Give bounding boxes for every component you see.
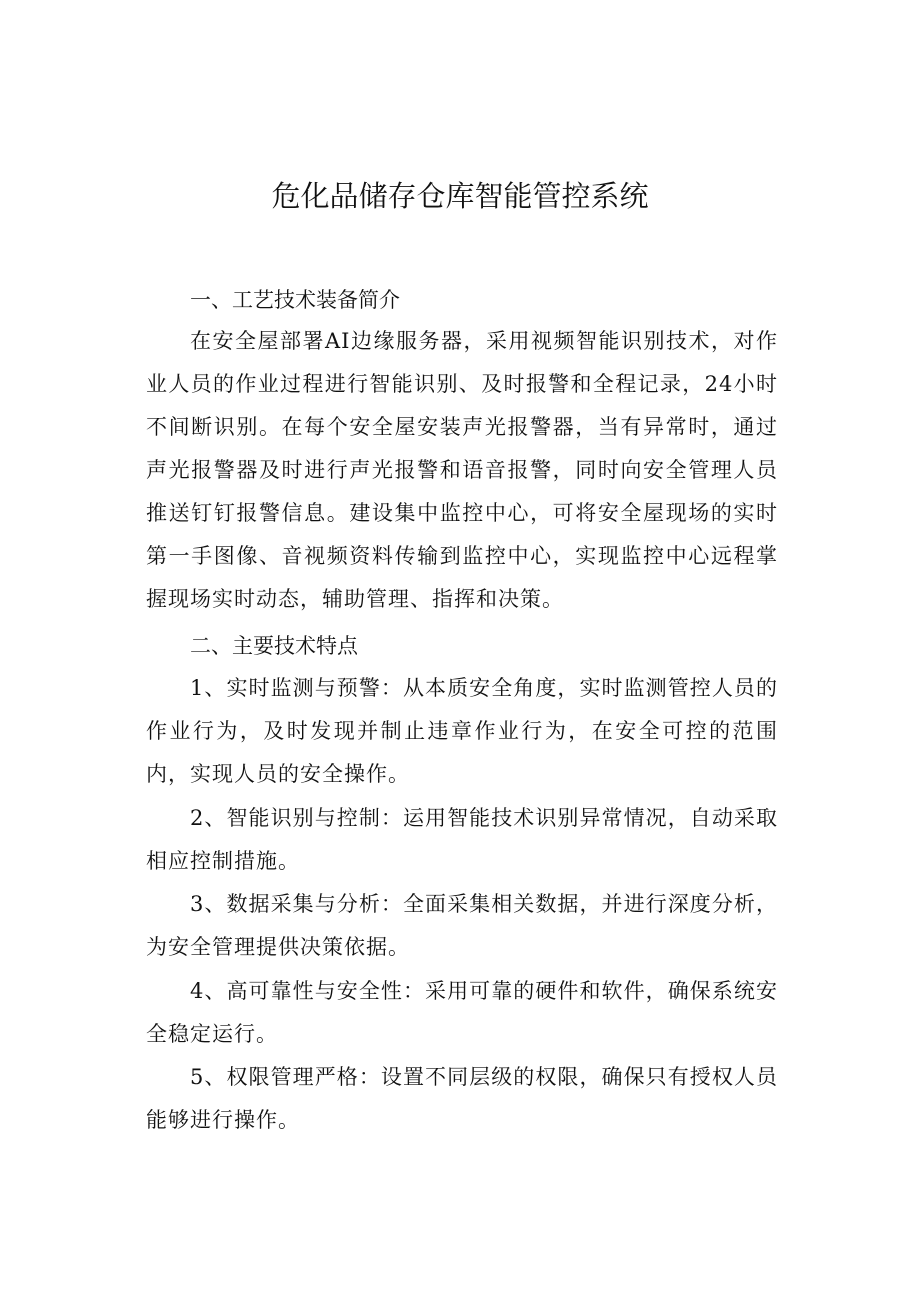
feature-item-1: 1、实时监测与预警：从本质安全角度，实时监测管控人员的作业行为，及时发现并制止违章作业行为，在安全可控的范围内，实现人员的安全操作。: [146, 676, 778, 786]
feature-item-5: 5、权限管理严格：设置不同层级的权限，确保只有授权人员能够进行操作。: [146, 1065, 778, 1132]
paragraph-equipment-intro: 在安全屋部署AI边缘服务器，采用视频智能识别技术，对作业人员的作业过程进行智能识别、及时报警和全程记录，24小时不间断识别。在每个安全屋安装声光报警器，当有异常时，通过声光报警器及时进行声光报警和语音报警，同时向安全管理人员推送钉钉报警信息。建设集中监控中心，可将安全屋现场的实时第一手图像、音视频资料传输到监控中心，实现监控中心远程掌握现场实时动态，辅助管理、指挥和决策。: [146, 329, 778, 611]
section-heading-equipment: 一、工艺技术装备简介: [190, 288, 400, 312]
section-heading-features: 二、主要技术特点: [190, 634, 358, 658]
feature-item-2: 2、智能识别与控制：运用智能技术识别异常情况，自动采取相应控制措施。: [146, 806, 778, 873]
feature-item-3: 3、数据采集与分析：全面采集相关数据，并进行深度分析，为安全管理提供决策依据。: [146, 892, 778, 959]
feature-item-4: 4、高可靠性与安全性：采用可靠的硬件和软件，确保系统安全稳定运行。: [146, 979, 778, 1046]
document-title: 危化品储存仓库智能管控系统: [271, 179, 649, 213]
